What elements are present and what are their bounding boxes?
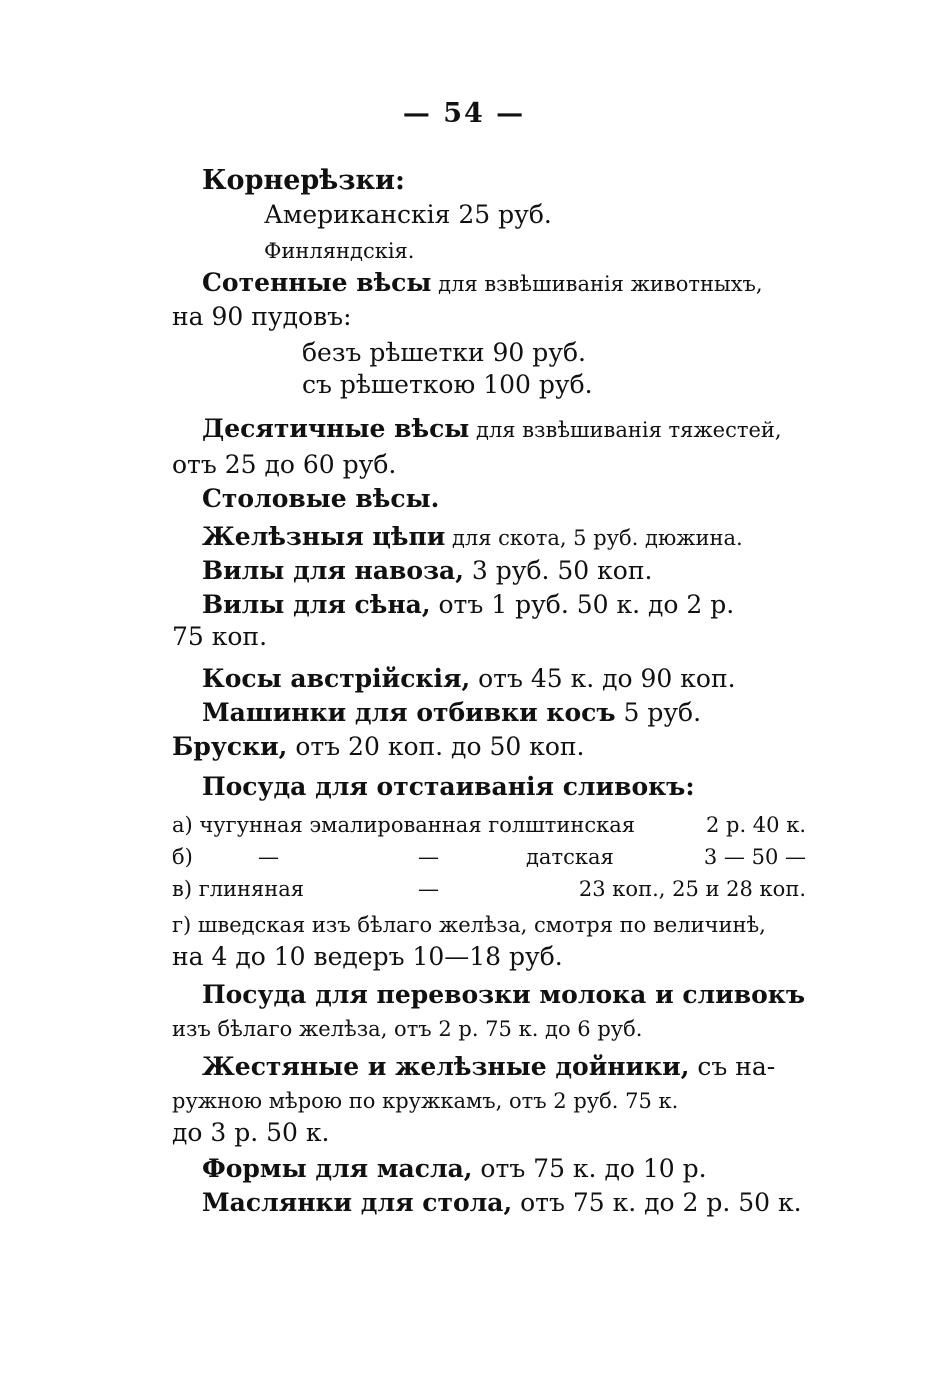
entry-mashinki (202, 698, 701, 728)
entry-bruski (172, 732, 584, 762)
entry-title: Формы для масла, (202, 1154, 473, 1183)
row-g: г) шведская изъ бѣлаго желѣза, смотря по величинѣ, (172, 913, 766, 937)
row-label: в) глиняная (172, 877, 305, 901)
entry-text: отъ 20 коп. до 50 коп. (287, 732, 585, 761)
entry-vily-seno (202, 590, 734, 620)
ditto-mark: — (418, 877, 439, 901)
row-v (172, 874, 806, 904)
entry-title: Машинки для отбивки косъ (202, 698, 616, 727)
entry-text: отъ 1 руб. 50 к. до 2 р. (430, 590, 735, 619)
entry-zheleznye-tsepi (202, 522, 743, 553)
entry-title: Бруски, (172, 732, 288, 761)
entry-text: для скота, 5 руб. дюжина. (445, 526, 743, 550)
heading-posuda-otstaivanie: Посуда для отстаиванія сливокъ: (202, 772, 695, 801)
entry-text: для взвѣшиванія животныхъ, (431, 272, 763, 296)
entry-text: 3 руб. 50 коп. (463, 556, 653, 585)
item-american: Американскія 25 руб. (264, 200, 552, 229)
ditto-mark: — (258, 845, 279, 869)
row-price: 23 коп., 25 и 28 коп. (578, 877, 806, 901)
row-type: датская (526, 845, 614, 869)
ditto-mark: — (418, 845, 439, 869)
row-label: а) чугунная эмалированная голштинская (172, 813, 636, 837)
entry-formy-masla (202, 1154, 707, 1184)
text-line: до 3 р. 50 к. (172, 1118, 330, 1147)
text-line: изъ бѣлаго желѣза, отъ 2 р. 75 к. до 6 руб. (172, 1017, 643, 1041)
row-label: б) (172, 845, 193, 869)
entry-desyatichnye-vesy (202, 414, 782, 445)
text-line: ружною мѣрою по кружкамъ, отъ 2 руб. 75 к. (172, 1089, 679, 1113)
row-b (172, 842, 806, 872)
entry-title: Жестяные и желѣзные дойники, (202, 1052, 690, 1081)
entry-text: съ на- (689, 1052, 776, 1081)
entry-maslyanki (202, 1188, 802, 1218)
entry-posuda-perevozka: Посуда для перевозки молока и сливокъ (202, 980, 805, 1009)
text-line: 75 коп. (172, 622, 268, 651)
entry-title: Вилы для навоза, (202, 556, 464, 585)
row-price: 3 — 50 — (703, 845, 806, 869)
text-line: на 90 пудовъ: (172, 302, 352, 331)
row-price: 2 р. 40 к. (705, 813, 806, 837)
entry-title: Косы австрійскія, (202, 664, 471, 693)
text-line: отъ 25 до 60 руб. (172, 450, 397, 479)
entry-text: отъ 75 к. до 10 р. (472, 1154, 707, 1183)
entry-kosy (202, 664, 736, 694)
entry-doyniki (202, 1052, 775, 1082)
row-a (172, 810, 806, 840)
entry-title: Желѣзныя цѣпи (202, 522, 446, 551)
item-finnish: Финляндскія. (264, 239, 415, 263)
text-line: на 4 до 10 ведеръ 10—18 руб. (172, 942, 563, 971)
page-number: — 54 — (402, 98, 526, 129)
price-with-grate: съ рѣшеткою 100 руб. (302, 370, 593, 399)
entry-vily-navoz (202, 556, 652, 586)
entry-title: Вилы для сѣна, (202, 590, 431, 619)
entry-title: Десятичные вѣсы (202, 414, 470, 443)
entry-text: отъ 75 к. до 2 р. 50 к. (512, 1188, 802, 1217)
entry-stolovye-vesy: Столовые вѣсы. (202, 484, 440, 513)
entry-text: 5 руб. (615, 698, 702, 727)
price-without-grate: безъ рѣшетки 90 руб. (302, 338, 586, 367)
heading-kornerezki: Корнерѣзки: (202, 165, 405, 196)
entry-sotennye-vesy (202, 268, 763, 299)
entry-text: для взвѣшиванія тяжестей, (469, 418, 782, 442)
entry-title: Маслянки для стола, (202, 1188, 513, 1217)
entry-title: Сотенные вѣсы (202, 268, 432, 297)
entry-text: отъ 45 к. до 90 коп. (470, 664, 736, 693)
